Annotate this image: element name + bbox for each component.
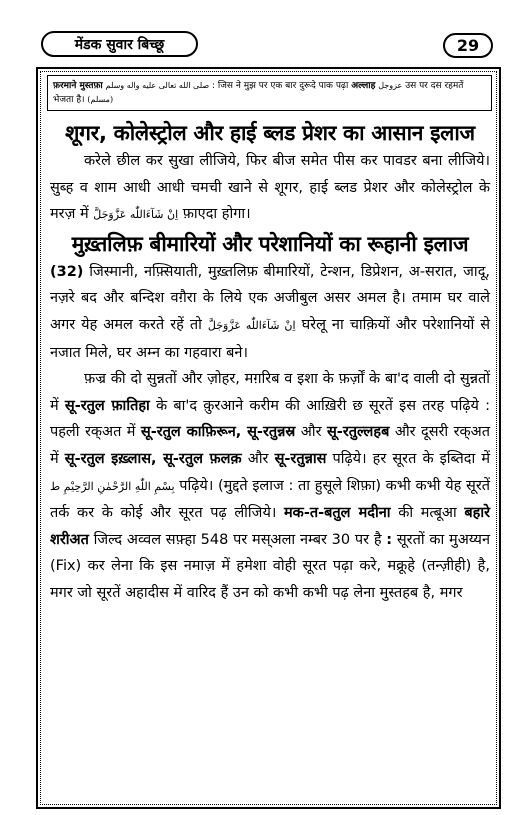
surah-name: सू-रतुन्नास [274,450,327,467]
notice-allah: अल्लाह [351,81,376,91]
para-text: की मत्बूआ [398,505,457,522]
para-text: फ़ाएदा होगा। [182,206,251,223]
section-heading-spiritual: मुख़्तलिफ़ बीमारियों और परेशानियों का रूहानी इलाज [71,231,469,256]
inshallah-arabic: اِنْ شَآءَاللّٰه عَزَّوَجَلَّ [93,208,179,222]
para-text: और [300,424,322,441]
para-text: के बा'द क़ुरआने करीम की आख़िरी छ सूरतें इस तरह पढ़िये : पहली रक्अत में [50,397,491,441]
notice-reference: (مسلم) [87,95,114,104]
para-text: पढ़िये। हर सूरत के इब्तिदा में [332,450,490,467]
book-title: मेंडक सुवार बिच्छू [41,31,198,57]
publisher-name: मक-त-बतुल मदीना [284,505,391,522]
notice-prefix: फ़रमाने मुस्तफ़ा [53,81,103,91]
section-heading-diabetes: शूगर, कोलेस्ट्रोल और हाई ब्लड प्रेशर का आसान इलाज [65,121,475,145]
surah-name: सू-रतुल फ़ातिहा [64,397,150,414]
notice-text: : जिस ने मुझ पर एक बार दुरूदे पाक पढ़ा [212,81,349,91]
colon-mark: : [386,531,393,548]
para-text: फ़ज्र की दो सुन्नतों और ज़ोहर, मग़रिब व इशा के फ़र्ज़ों के बा'द वाली दो सुन्नतों में [50,371,490,414]
hadith-notice-box [47,75,492,111]
inshallah-arabic: اِنْ شَآءَاللّٰه عَزَّوَجَلَّ [207,318,296,332]
para-text: पढ़िये। (मुद्दते इलाज : ता हुसूले शिफ़ा) कभी कभी येह सूरतें तर्क कर के कोई और सूरत पढ़ लीजिये। [50,477,491,522]
para-text: और दूसरी रक्अत में [50,424,491,467]
para-text: घरेलू ना चाक़ियों और परेशानियों से नजात मिले, घर अम्न का गहवारा बने। [50,316,491,361]
notice-blessing-arabic: صلى الله تعالى عليه واله وسلم [105,81,210,90]
notice-azza-arabic: عزوجل [378,81,403,90]
notice-text2: उस पर दस रहमतें भेजता है। [53,81,464,105]
page-number: 29 [443,33,493,58]
para-text: और [247,450,269,467]
page-content [50,118,490,607]
section-paragraph-diabetes [50,148,490,229]
bismillah-arabic: بِسْمِ اللّٰهِ الرَّحْمٰنِ الرَّحِيْمِ ط [50,479,175,493]
surah-name: सू-रतुल काफ़िरून, सू-रतुन्नस्र [140,424,296,441]
section-paragraph-spiritual [50,259,490,366]
para-text: जिस्मानी, नफ़्सियाती, मुख़्तलिफ़ बीमारियों, टेन्शन, डिप्रेशन, अ-सरात, जादू, नज़रे बद और बन्दिश वग़ैरा के लिये एक अजीबुल असर अमल है। तमाम घर वाले अगर येह अमल करते रहें तो [50,263,491,333]
para-text: जिल्द अव्वल सफ़्हा 548 पर मस्अला नम्बर 30 पर है [93,531,382,548]
book-reference: बहारे शरीअत [50,505,491,548]
item-number: (32) [50,263,84,280]
surah-name: सू-रतुल्लहब [327,424,390,441]
body-paragraph [50,366,490,606]
para-text: करेले छील कर सुखा लीजिये, फिर बीज समेत पीस कर पावडर बना लीजिये। सुब्ह व शाम आधी आधी चमची खाने से शूगर, हाई ब्लड प्रेशर और कोलेस्ट्रोल के मरज़ में [50,153,490,223]
para-text: सूरतों का मुअय्यन (Fix) कर लेना कि इस नमाज़ में हमेशा वोही सूरत पढ़ा करे, मक्रूहे (तन्ज़ीही) है, मगर जो सूरतें अहादीस में वारिद हैं उन को कभी कभी पढ़ लेना मुस्तहब है, मगर [50,531,491,601]
surah-name: सू-रतुल इख़्लास, सू-रतुल फ़लक़ [64,450,242,467]
